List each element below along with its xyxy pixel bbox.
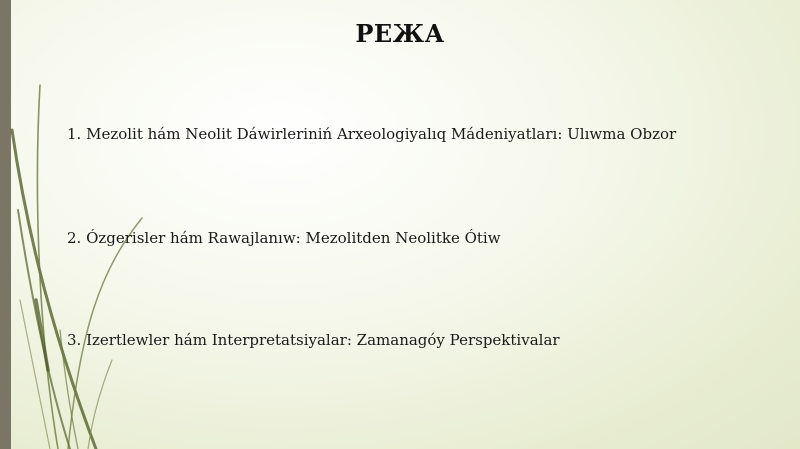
- plan-item-2: 2. Ózgerisler hám Rawajlanıw: Mezolitden Neolitke Ótiw: [67, 229, 501, 247]
- grass-decoration-icon: [0, 0, 160, 449]
- plan-item-3: 3. Izertlewler hám Interpretatsiyalar: Zamanagóy Perspektivalar: [67, 331, 560, 349]
- plan-item-1: 1. Mezolit hám Neolit Dáwirleriniń Arxeologiyalıq Mádeniyatları: Ulıwma Obzor: [67, 125, 677, 143]
- slide-title: РЕЖА: [355, 19, 445, 48]
